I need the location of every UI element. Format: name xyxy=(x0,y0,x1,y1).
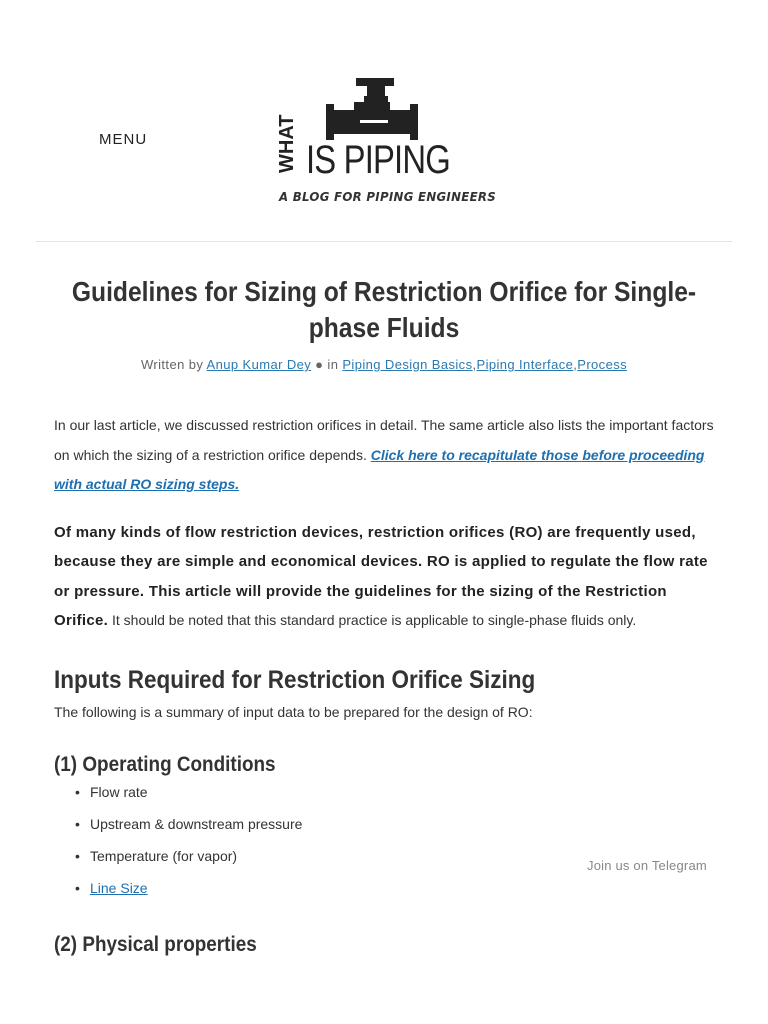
header-divider xyxy=(36,241,732,242)
article-byline xyxy=(54,357,714,372)
site-header xyxy=(0,0,768,242)
byline-written-by: Written by xyxy=(140,357,204,372)
summary-normal-text: It should be noted that this standard practice is applicable to single-phase fluids only. xyxy=(108,612,637,628)
section-heading: Inputs Required for Restriction Orifice Sizing xyxy=(54,665,536,694)
pipe-tee-icon xyxy=(326,74,418,146)
logo-word-what: WHAT xyxy=(276,114,298,174)
list-item: • Temperature (for vapor) xyxy=(90,840,714,872)
list-item xyxy=(90,872,714,904)
summary-bold-text: Of many kinds of flow restriction devices, restriction orifices (RO) are frequently used, because they are simple and economical devices. RO is applied to regulate the flow rate or pressure. This article will provide the guidelines for the sizing of the Restriction Orifice. xyxy=(54,523,708,629)
intro-paragraph xyxy=(54,411,714,500)
category-link-piping-design-basics[interactable]: Piping Design Basics xyxy=(342,357,473,372)
logo-word-is-piping: IS PIPING xyxy=(306,138,450,182)
subsection-heading-physical-properties: (2) Physical properties xyxy=(54,932,257,956)
category-separator: , xyxy=(472,357,477,372)
recap-link[interactable]: Click here to recapitulate those before proceeding with actual RO sizing steps. xyxy=(54,446,705,492)
telegram-join-link[interactable]: Join us on Telegram xyxy=(587,858,707,873)
section-intro: The following is a summary of input data to be prepared for the design of RO: xyxy=(54,703,533,720)
subsection-heading-operating-conditions: (1) Operating Conditions xyxy=(54,752,276,776)
article-content xyxy=(54,274,714,958)
page-title: Guidelines for Sizing of Restriction Orifice for Single-phase Fluids xyxy=(71,276,697,343)
list-item: • Flow rate xyxy=(90,776,714,808)
intro-text: In our last article, we discussed restriction orifices in detail. The same article also lists the important factors on which the sizing of a restriction orifice depends. xyxy=(54,417,714,463)
summary-paragraph xyxy=(54,518,714,636)
list-item: • Upstream & downstream pressure xyxy=(90,808,714,840)
byline-in: ● in xyxy=(315,357,339,372)
menu-button[interactable]: MENU xyxy=(99,131,148,148)
category-separator: , xyxy=(573,357,578,372)
category-link-process[interactable]: Process xyxy=(577,357,628,372)
line-size-link[interactable]: Line Size xyxy=(90,879,148,896)
logo-tagline: A BLOG FOR PIPING ENGINEERS xyxy=(279,190,497,204)
operating-conditions-list xyxy=(54,776,714,904)
site-logo[interactable] xyxy=(276,74,506,214)
category-link-piping-interface[interactable]: Piping Interface xyxy=(476,357,574,372)
author-link[interactable]: Anup Kumar Dey xyxy=(206,357,312,372)
